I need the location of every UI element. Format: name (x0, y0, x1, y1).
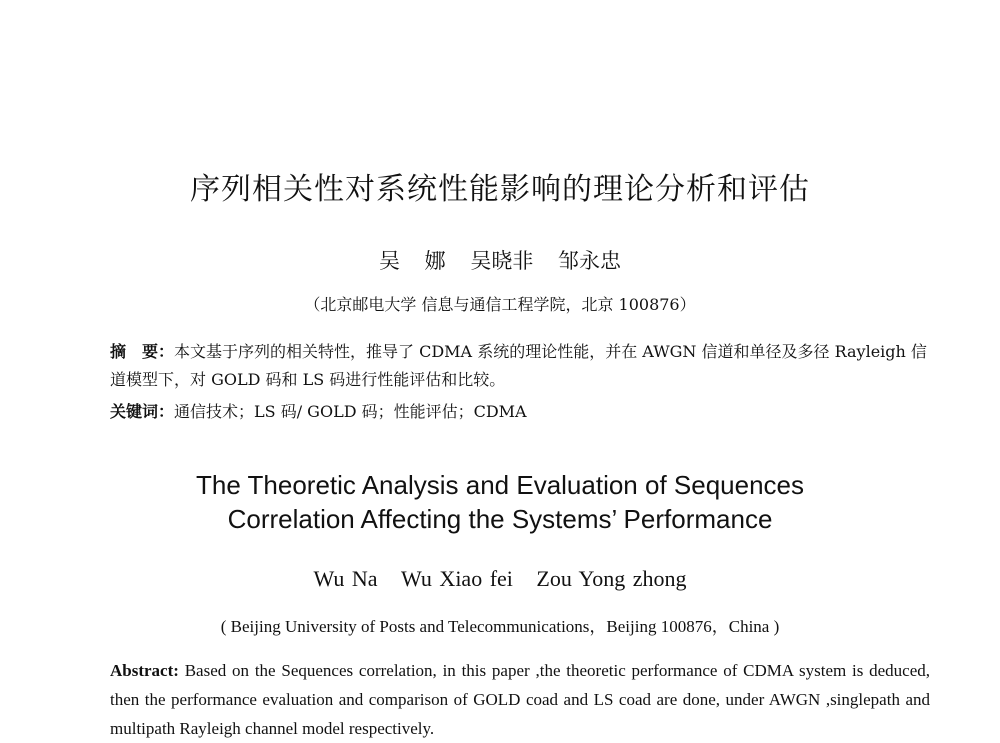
chinese-keywords-text: 通信技术；LS 码/ GOLD 码；性能评估；CDMA (174, 402, 527, 421)
chinese-keywords (110, 399, 930, 422)
chinese-abstract-label: 摘 要： (110, 342, 175, 361)
english-author-1: Wu Na (313, 566, 378, 591)
english-abstract-text: Based on the Sequences correlation, in this paper ,the theoretic performance of CDMA system is deduced, then the performance evaluation and comparison of GOLD coad and LS coad are done, under AWGN ,singlepath and multipath Rayleigh channel model respectively. (110, 661, 931, 738)
chinese-abstract-text: 本文基于序列的相关特性，推导了 CDMA 系统的理论性能，并在 AWGN 信道和单径及多径 Rayleigh 信道模型下，对 GOLD 码和 LS 码进行性能评估和比较。 (110, 342, 927, 389)
chinese-affiliation: （北京邮电大学 信息与通信工程学院，北京 100876） (304, 295, 696, 314)
english-authors (0, 566, 1000, 592)
chinese-title: 序列相关性对系统性能影响的理论分析和评估 (190, 172, 810, 207)
chinese-abstract (110, 338, 930, 394)
english-abstract-label: Abstract: (110, 661, 179, 680)
english-affiliation: ( Beijing University of Posts and Telecommunications，Beijing 100876，China ) (220, 617, 780, 636)
english-author-2: Wu Xiao fei (401, 566, 513, 591)
english-abstract (110, 656, 930, 743)
english-title-line-1: The Theoretic Analysis and Evaluation of Sequences (195, 470, 805, 500)
chinese-authors: 吴 娜 吴晓非 邹永忠 (378, 249, 622, 273)
chinese-keywords-label: 关键词： (110, 402, 175, 421)
english-title (0, 468, 1000, 536)
english-author-3: Zou Yong zhong (536, 566, 687, 591)
english-title-line-2: Correlation Affecting the Systems’ Performance (227, 504, 773, 534)
